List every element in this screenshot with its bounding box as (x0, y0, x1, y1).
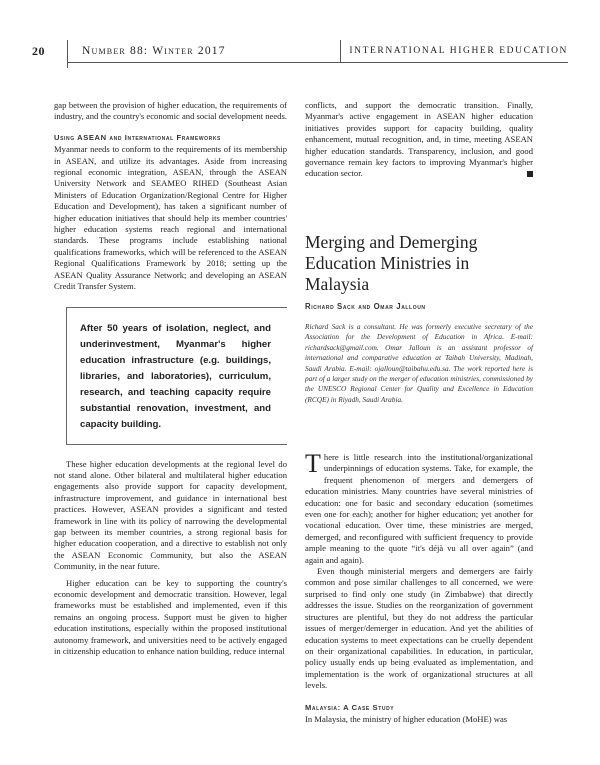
pull-quote-rule-bottom (66, 444, 287, 445)
header-divider-right (340, 40, 341, 62)
pull-quote-rule-top (66, 307, 287, 308)
article-paragraph-1: here is little research into the institutional/organizational underpinnings of education systems. Take, for example, the frequent phenomenon of mergers and demergers of education ministries. Many countries have several ministries of education: one for basic and secondary education (sometimes even one for each); another for higher education; yet another for vocational education. Over time, these ministries are merged, demerged, and reconfigured with sufficient frequency to provide ample meaning to the quote “it's déjà vu all over again” (and again and again). (305, 452, 533, 565)
drop-cap: T (305, 449, 321, 478)
article-paragraph-2: Even though ministerial mergers and demergers are fairly common and pose similar challenges to all concerned, we were surprised to find only one study (in Zimbabwe) that directly addresses the issue. Studies on the reorganization of government structures are plentiful, but they do not address the particular issues of merger/demerger in education. And yet the abilities of education systems to meet expectations can be cruelly dependent on their organizational capabilities. In education, in particular, policy usually ends up being evaluated as implementation, and implementation is the work of organizational structures at all levels. (305, 566, 533, 691)
right-column-continuation (305, 100, 533, 180)
article-paragraph-3: In Malaysia, the ministry of higher education (MoHE) was (305, 713, 508, 724)
article-byline: Richard Sack and Omar Jalloun (305, 302, 426, 311)
higher-ed-paragraph: Higher education can be key to supporting the country's economic development and democratic transition. However, legal frameworks must be established and implemented, even if this remains an ongoing process. Support must be given to higher education institutions, especially within the proposed institutional autonomy framework, and universities need to be actively engaged in citizenship education to enhance nation building, reduce internal (54, 577, 287, 656)
article-title: Merging and Demerging Education Ministries in Malaysia (305, 232, 478, 294)
running-header (0, 0, 600, 70)
frameworks-paragraph: Myanmar needs to conform to the requirements of its membership in ASEAN, and utilize its advantages. Aside from increasing regional economic integration, ASEAN, through the ASEAN University Network and SEAMEO RIHED (Southeast Asian Ministers of Education Organization/Regional Centre for Higher Education and Development), has taken a significant number of higher education initiatives that should help its member countries' higher education systems reach regional and international standards. These programs include establishing national qualifications frameworks, which will be referenced to the ASEAN Regional Qualifications Framework by 2018; setting up the ASEAN Quality Assurance Network; and developing an ASEAN Credit Transfer System. (54, 144, 287, 292)
continuation-paragraph: conflicts, and support the democratic transition. Finally, Myanmar's active engagement in ASEAN higher education initiatives provides support for capacity building, quality enhancement, mutual recognition, and, in time, meeting ASEAN higher education standards. Transparency, inclusion, and good governance remain key factors to improving Myanmar's higher education sector. (305, 100, 533, 179)
pull-quote-text: After 50 years of isolation, neglect, and underinvestment, Myanmar's higher education infrastructure (e.g. buildings, libraries, and laboratories), curriculum, research, and teaching capacity require substantial renovation, investment, and capacity building. (80, 322, 271, 430)
intro-fragment: gap between the provision of higher education, the requirements of industry, and the country's economic and social development needs. (54, 100, 287, 122)
page-number: 20 (32, 44, 45, 58)
section-heading-malaysia: Malaysia: A Case Study (305, 702, 395, 712)
section-heading-frameworks: Using ASEAN and International Frameworks (54, 132, 221, 142)
journal-title: INTERNATIONAL HIGHER EDUCATION (349, 46, 568, 56)
pull-quote-bar (66, 307, 67, 445)
article-body (305, 449, 533, 725)
header-rule (67, 62, 568, 63)
end-of-article-mark (527, 171, 533, 177)
regional-paragraph: These higher education developments at the regional level do not stand alone. Other bilateral and multilateral higher education engagements also provide support for capacity development, infrastructure improvement, and guidance in international best practices. However, ASEAN provides a significant and tested framework in line with its policy of narrowing the developmental gap between its member countries, a strong regional basis for higher education cooperation, and a directive to establish not only the ASEAN Economic Community, but also the ASEAN Community, in the near future. (54, 458, 287, 572)
issue-label: Number 88: Winter 2017 (82, 45, 226, 57)
pull-quote (54, 307, 287, 445)
author-bio: Richard Sack is a consultant. He was formerly executive secretary of the Association for the Development of Education in Africa. E-mail: richardsack@gmail.com. Omar Jalloun is an assistant professor of international and comparative education at Taibah University, Madinah, Saudi Arabia. E-mail: ojalloun@taibahu.edu.sa. The work reported here is part of a larger study on the merger of education ministries, commissioned by the UNESCO Regional Center for Quality and Excellence in Education (RCQE) in Riyadh, Saudi Arabia. (305, 322, 533, 404)
header-divider (67, 40, 68, 68)
left-column (54, 100, 287, 657)
